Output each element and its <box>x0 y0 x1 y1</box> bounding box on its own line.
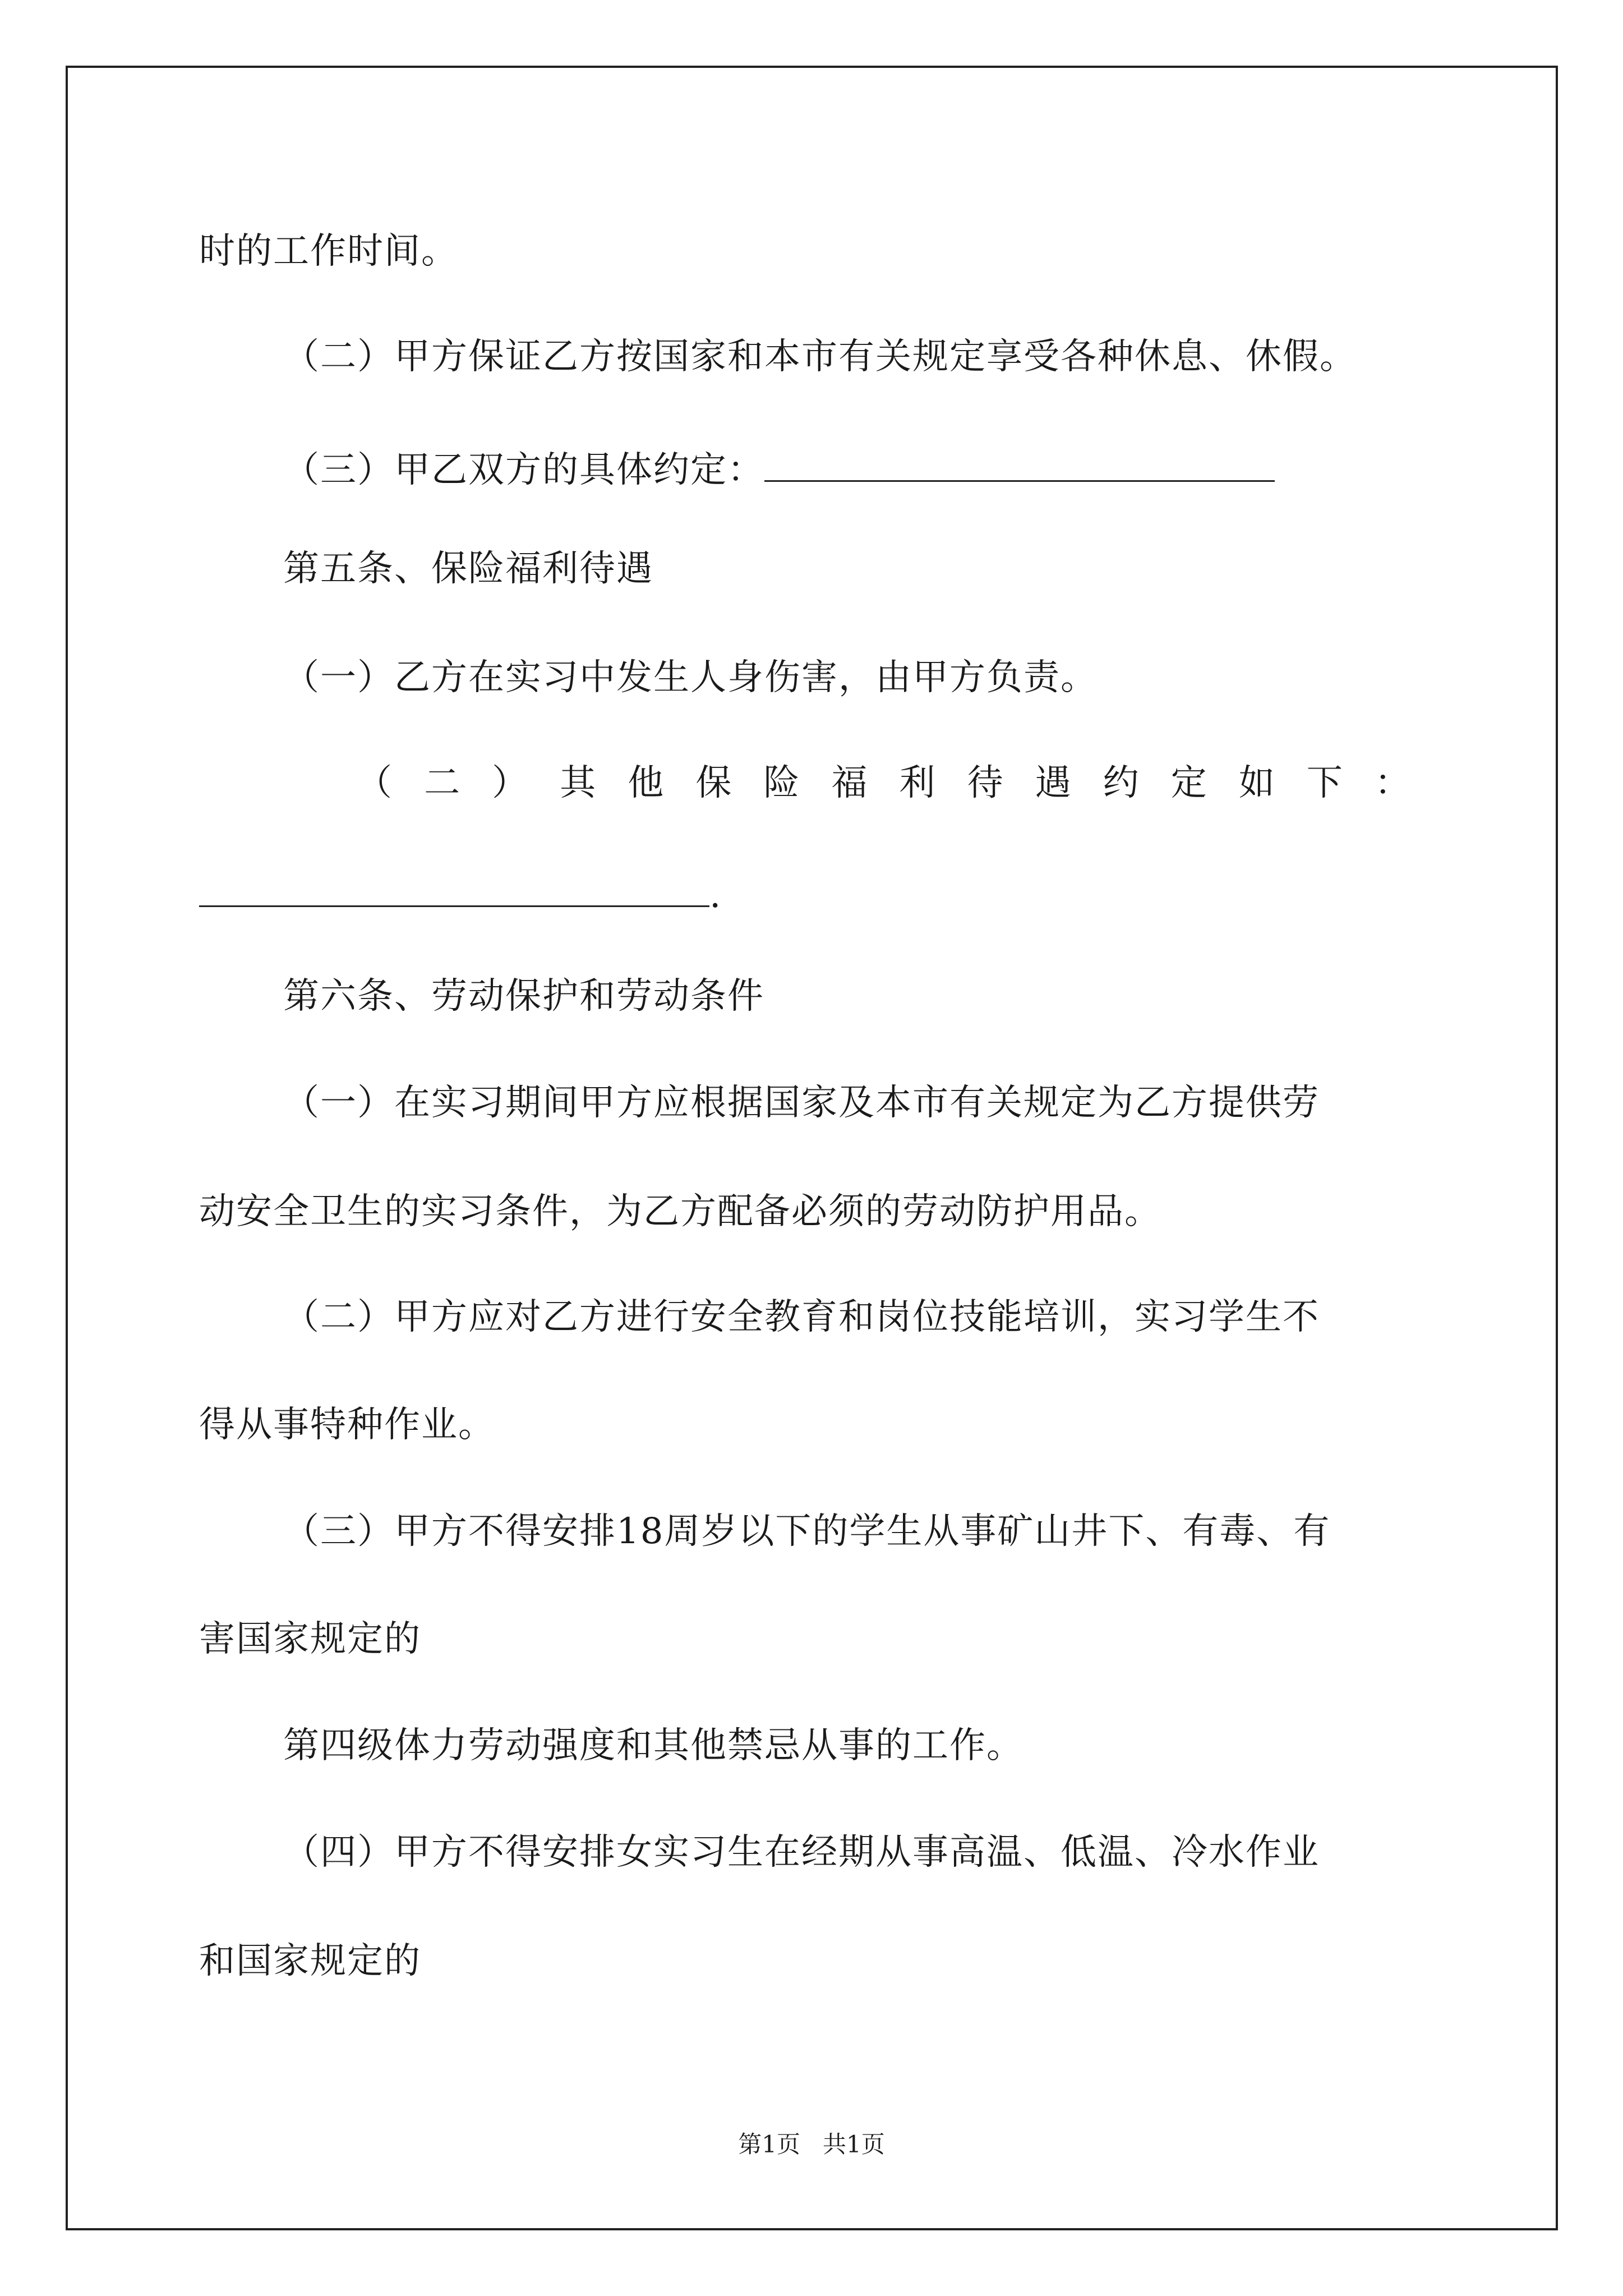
text-line-11: （二）甲方应对乙方进行安全教育和岗位技能培训，实习学生不 <box>283 1296 1320 1338</box>
char: 定 <box>1170 762 1207 804</box>
char: ： <box>1374 762 1410 804</box>
char: 约 <box>1103 762 1139 804</box>
article-5-heading: 第五条、保险福利待遇 <box>283 548 653 590</box>
fill-in-blank <box>199 873 709 907</box>
text-line-7 <box>199 873 722 916</box>
text-line-10: 动安全卫生的实习条件，为乙方配备必须的劳动防护用品。 <box>199 1191 1161 1232</box>
page-number: 第1页 共1页 <box>738 2131 885 2158</box>
char: 其 <box>560 762 596 804</box>
char: 险 <box>763 762 800 804</box>
text-line-1: 时的工作时间。 <box>199 231 458 272</box>
char: 福 <box>831 762 868 804</box>
text-line-3 <box>283 448 1275 491</box>
char: 保 <box>695 762 732 804</box>
char: ） <box>492 762 528 804</box>
fill-in-blank <box>764 448 1275 482</box>
text-line-2: （二）甲方保证乙方按国家和本市有关规定享受各种休息、休假。 <box>283 336 1357 378</box>
text-line-5: （一）乙方在实习中发生人身伤害，由甲方负责。 <box>283 657 1098 698</box>
text-line-16: （四）甲方不得安排女实习生在经期从事高温、低温、冷水作业 <box>283 1832 1320 1873</box>
page-border <box>66 66 1558 2230</box>
text-line-15: 第四级体力劳动强度和其他禁忌从事的工作。 <box>283 1725 1023 1766</box>
char: 二 <box>424 762 460 804</box>
char: 遇 <box>1035 762 1071 804</box>
char: 利 <box>899 762 935 804</box>
char: 下 <box>1306 762 1343 804</box>
char: 如 <box>1238 762 1275 804</box>
text-line-6 <box>356 762 1410 804</box>
text-line-9: （一）在实习期间甲方应根据国家及本市有关规定为乙方提供劳 <box>283 1082 1320 1124</box>
char: 他 <box>628 762 664 804</box>
char: （ <box>356 762 392 804</box>
text-line-14: 害国家规定的 <box>199 1618 421 1660</box>
text-line-12: 得从事特种作业。 <box>199 1404 495 1446</box>
text-line-3-content: （三）甲乙双方的具体约定： <box>283 449 764 491</box>
text-line-7-period: . <box>709 875 722 916</box>
text-line-17: 和国家规定的 <box>199 1940 421 1982</box>
char: 待 <box>967 762 1003 804</box>
text-line-13: （三）甲方不得安排18周岁以下的学生从事矿山井下、有毒、有 <box>283 1511 1331 1552</box>
article-6-heading: 第六条、劳动保护和劳动条件 <box>283 976 764 1017</box>
